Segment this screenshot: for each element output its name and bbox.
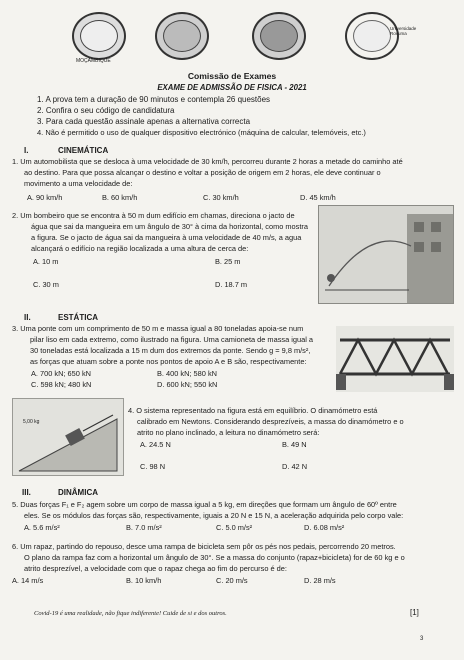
- university-logo-3: [252, 12, 306, 60]
- q2-line-4: alcançará o edifício na região localizada a uma altura de cerca de:: [31, 244, 249, 253]
- instruction-1: 1. A prova tem a duração de 90 minutos e contempla 26 questões: [37, 95, 271, 104]
- firefighter-figure: [318, 205, 454, 304]
- q5-line-1: 5. Duas forças F₁ e F₂ agem sobre um corpo de massa igual a 5 kg, em direções que formam um ângulo de 60º entre: [12, 500, 397, 509]
- university-logo-2: [155, 12, 209, 60]
- q1-line-3: movimento a uma velocidade de:: [24, 179, 133, 188]
- q3-option-c: C. 598 kN; 480 kN: [31, 380, 92, 389]
- q6-option-c: C. 20 m/s: [216, 576, 248, 585]
- page-number: [1]: [410, 608, 419, 617]
- section3-title: DINÂMICA: [58, 488, 98, 497]
- q1-option-c: C. 30 km/h: [203, 193, 239, 202]
- commission-title: Comissão de Exames: [187, 71, 277, 81]
- bridge-figure: [336, 326, 454, 392]
- section2-roman: II.: [24, 313, 31, 322]
- q1-line-1: 1. Um automobilista que se desloca à uma velocidade de 30 km/h, percorreu durante 2 horas a metade do caminho até: [12, 157, 403, 166]
- q5-option-d: D. 6.08 m/s²: [304, 523, 345, 532]
- q5-option-a: A. 5.6 m/s²: [24, 523, 60, 532]
- incline-figure: [12, 398, 124, 476]
- q5-option-b: B. 7.0 m/s²: [126, 523, 162, 532]
- instruction-2: 2. Confira o seu código de candidatura: [37, 106, 175, 115]
- q6-line-1: 6. Um rapaz, partindo do repouso, desce uma rampa de bicicleta sem pôr os pés nos pedais, percorrendo 20 metros.: [12, 542, 396, 551]
- q4-line-1: 4. O sistema representado na figura está em equilíbrio. O dinamómetro está: [128, 406, 378, 415]
- q3-line-1: 3. Uma ponte com um comprimento de 50 m e massa igual a 80 toneladas apoia-se num: [12, 324, 304, 333]
- q3-line-4: as forças que atuam sobre a ponte nos pontos de apoio A e B são, respectivamente:: [30, 357, 307, 366]
- logo-caption-1: MOÇAMBIQUE: [76, 58, 111, 64]
- q2-option-c: C. 30 m: [33, 280, 59, 289]
- q4-option-b: B. 49 N: [282, 440, 307, 449]
- corner-mark: 3: [420, 636, 424, 642]
- q2-option-a: A. 10 m: [33, 257, 59, 266]
- q4-option-c: C. 98 N: [140, 462, 166, 471]
- moambique-emblem-logo: [72, 12, 126, 60]
- q4-option-a: A. 24.5 N: [140, 440, 171, 449]
- q2-option-d: D. 18.7 m: [215, 280, 248, 289]
- logo-caption-4: Universidade Rovuma: [390, 26, 417, 36]
- q3-option-d: D. 600 kN; 550 kN: [157, 380, 218, 389]
- q1-option-b: B. 60 km/h: [102, 193, 138, 202]
- q3-option-a: A. 700 kN; 650 kN: [31, 369, 91, 378]
- university-logo-4: [345, 12, 399, 60]
- q2-option-b: B. 25 m: [215, 257, 241, 266]
- instruction-4: 4. Não é permitido o uso de qualquer dispositivo electrónico (máquina de calcular, telemóveis, etc.): [37, 128, 366, 137]
- q2-line-2: água que sai da mangueira em um ângulo de 30° à cima da horizontal, como mostra: [31, 222, 308, 231]
- q3-line-2: pilar liso em cada extremo, como ilustrado na figura. Uma camioneta de massa igual a: [30, 335, 314, 344]
- q1-option-a: A. 90 km/h: [27, 193, 63, 202]
- q6-line-2: O plano da rampa faz com a horizontal um ângulo de 30°. Se a massa do conjunto (rapaz+bicicleta) for de 60 kg e o: [24, 553, 405, 562]
- q4-option-d: D. 42 N: [282, 462, 308, 471]
- incline-mass-label: 5,00 kg: [23, 419, 40, 425]
- q4-line-3: atrito no plano inclinado, a leitura no dinamómetro será:: [137, 428, 320, 437]
- q4-line-2: calibrado em Newtons. Considerando desprezíveis, a massa do dinamómetro e o: [137, 417, 404, 426]
- exam-title: EXAME DE ADMISSÃO DE FISICA - 2021: [157, 83, 307, 92]
- section1-title: CINEMÁTICA: [58, 146, 109, 155]
- q1-option-d: D. 45 km/h: [300, 193, 336, 202]
- section2-title: ESTÁTICA: [58, 313, 98, 322]
- q5-option-c: C. 5.0 m/s²: [216, 523, 253, 532]
- q6-option-d: D. 28 m/s: [304, 576, 336, 585]
- q6-line-3: atrito desprezível, a velocidade com que o rapaz chega ao fim do percurso é de:: [24, 564, 287, 573]
- q5-line-2: eles. Se os módulos das forças são, respectivamente, iguais a 20 N e 15 N, a aceleração adquirida pelo corpo vale:: [24, 511, 404, 520]
- q1-line-2: ao destino. Para que possa alcançar o destino e voltar a posição de origem em 2 horas, ele deve continuar o: [24, 168, 381, 177]
- q6-option-a: A. 14 m/s: [12, 576, 44, 585]
- footer-note: Covid-19 é uma realidade, não fique indiferente! Cuide de si e dos outros.: [34, 610, 227, 617]
- instruction-3: 3. Para cada questão assinale apenas a alternativa correcta: [37, 117, 251, 126]
- q2-line-1: 2. Um bombeiro que se encontra à 50 m dum edifício em chamas, direciona o jacto de: [12, 211, 295, 220]
- section3-roman: III.: [22, 488, 31, 497]
- q3-option-b: B. 400 kN; 580 kN: [157, 369, 217, 378]
- q2-line-3: a figura. Se o jacto de água sai da mangueira à uma velocidade de 40 m/s, a agua: [31, 233, 302, 242]
- section1-roman: I.: [24, 146, 29, 155]
- q3-line-3: 30 toneladas está localizada a 15 m dum dos extremos da ponte. Sendo g = 9,8 m/s²,: [30, 346, 311, 355]
- q6-option-b: B. 10 km/h: [126, 576, 162, 585]
